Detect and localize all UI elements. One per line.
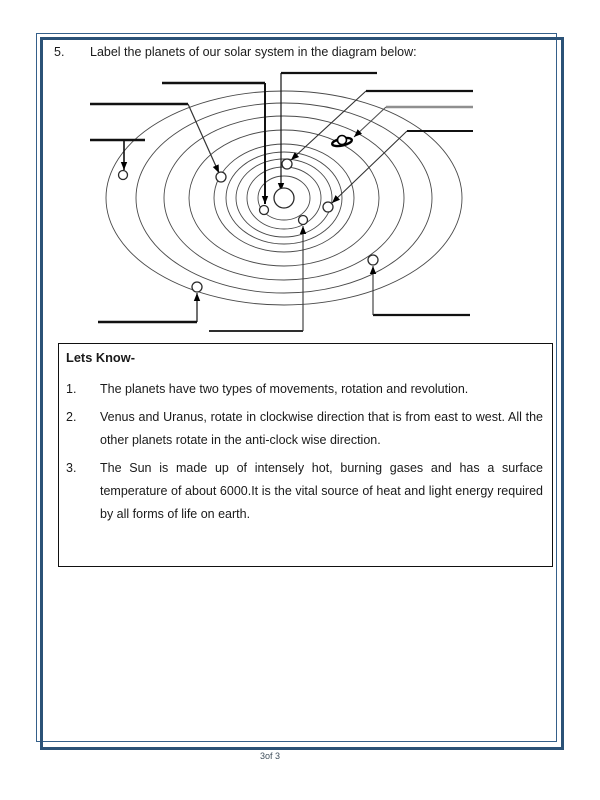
item-line: other planets rotate in the anti-clock wise direction.	[100, 433, 381, 447]
planet-circle	[119, 171, 128, 180]
callout-leader-line	[291, 91, 366, 160]
item-number: 1.	[66, 382, 77, 396]
item-number: 3.	[66, 461, 77, 475]
callout-arrow	[213, 164, 219, 173]
lets-know-box	[58, 343, 553, 567]
planet-circle	[192, 282, 202, 292]
callout-arrow	[300, 226, 306, 234]
planet-circle	[216, 172, 226, 182]
lets-know-item	[66, 378, 543, 401]
item-line: The planets have two types of movements, rotation and revolution.	[100, 382, 469, 396]
item-line: Venus and Uranus, rotate in clockwise direction that is from east to west. All the	[100, 410, 543, 424]
callout-arrow	[370, 266, 376, 274]
sun-circle	[274, 188, 294, 208]
planet-circle	[368, 255, 378, 265]
lets-know-title: Lets Know-	[66, 350, 135, 365]
callout-arrow	[194, 293, 200, 301]
callout-arrow	[262, 196, 268, 204]
item-number: 2.	[66, 410, 77, 424]
page-footer: 3of 3	[259, 751, 281, 761]
item-line: The Sun is made up of intensely hot, burning gases and has a surface	[100, 461, 543, 475]
item-line: temperature of about 6000.It is the vital source of heat and light energy required	[100, 484, 543, 498]
planet-circle	[282, 159, 292, 169]
lets-know-item	[66, 406, 543, 452]
planet-circle	[299, 216, 308, 225]
lets-know-item	[66, 457, 543, 526]
item-line: by all forms of life on earth.	[100, 507, 251, 521]
lets-know-items	[66, 378, 543, 526]
question-number: 5.	[54, 45, 65, 59]
question-text: Label the planets of our solar system in the diagram below:	[90, 45, 417, 59]
callout-arrow	[121, 162, 127, 170]
saturn-icon	[338, 136, 347, 145]
planet-circle	[260, 206, 269, 215]
planet-circle	[323, 202, 333, 212]
